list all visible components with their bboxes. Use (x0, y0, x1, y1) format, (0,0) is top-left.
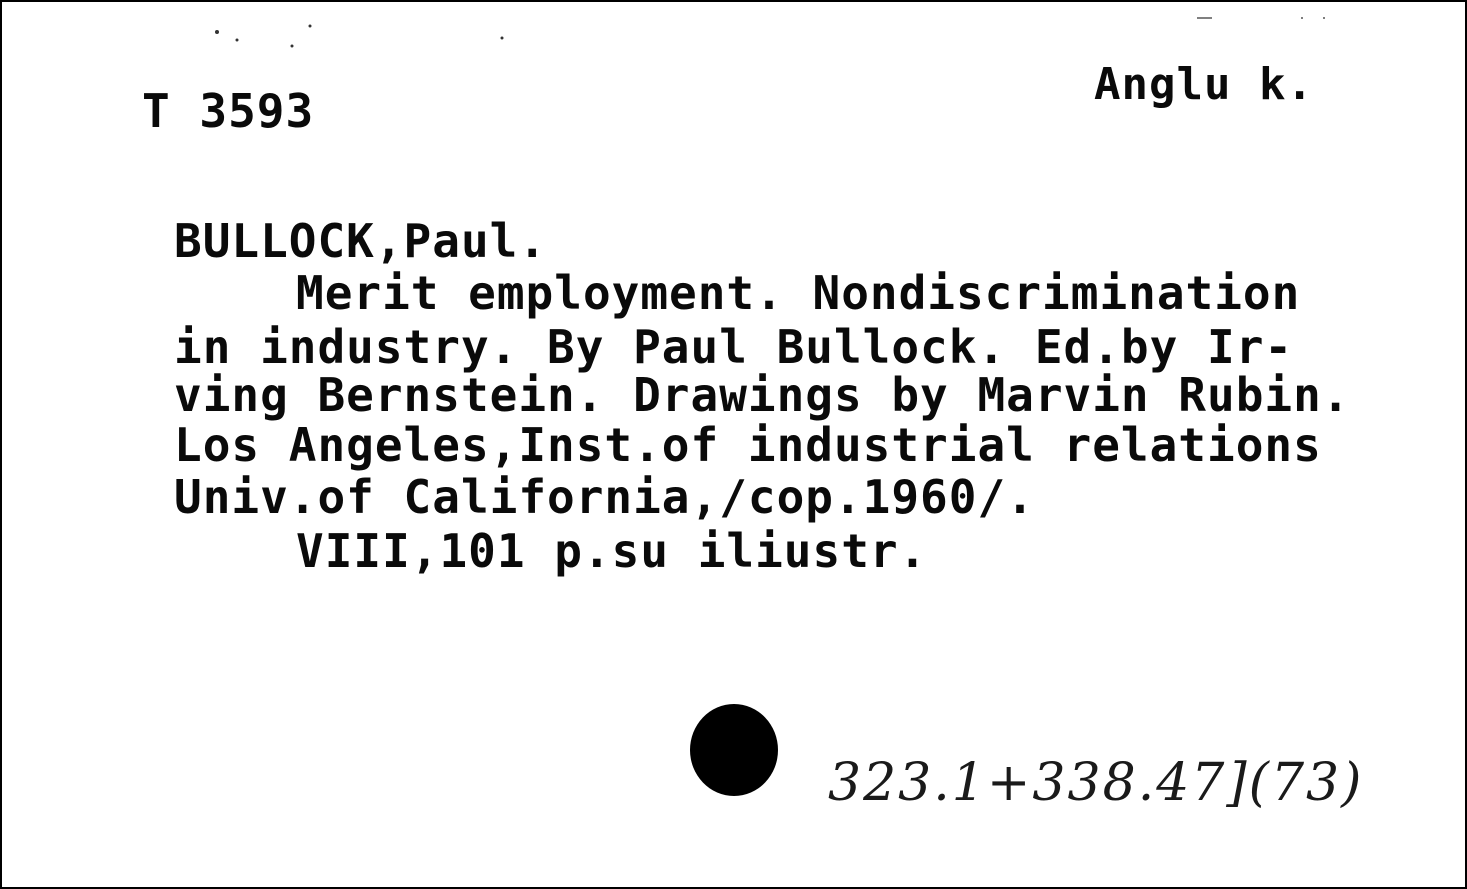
description-line: Merit employment. Nondiscrimination (296, 266, 1301, 320)
paper-specks (2, 2, 1465, 62)
classification-handwritten (828, 730, 1388, 830)
author-heading: BULLOCK,Paul. (174, 214, 548, 268)
collation-line: VIII,101 p.su iliustr. (296, 524, 928, 578)
call-number: T 3593 (142, 84, 315, 138)
punch-hole (690, 704, 778, 796)
description-line: Univ.of California,/cop.1960/. (174, 470, 1035, 524)
description-line: Los Angeles,Inst.of industrial relations (174, 418, 1322, 472)
language-note: Anglu k. (1094, 59, 1314, 110)
description-line: in industry. By Paul Bullock. Ed.by Ir- (174, 320, 1294, 374)
classification-text: 323.1+338.47](73) (828, 753, 1364, 813)
description-line: ving Bernstein. Drawings by Marvin Rubin. (174, 368, 1351, 422)
